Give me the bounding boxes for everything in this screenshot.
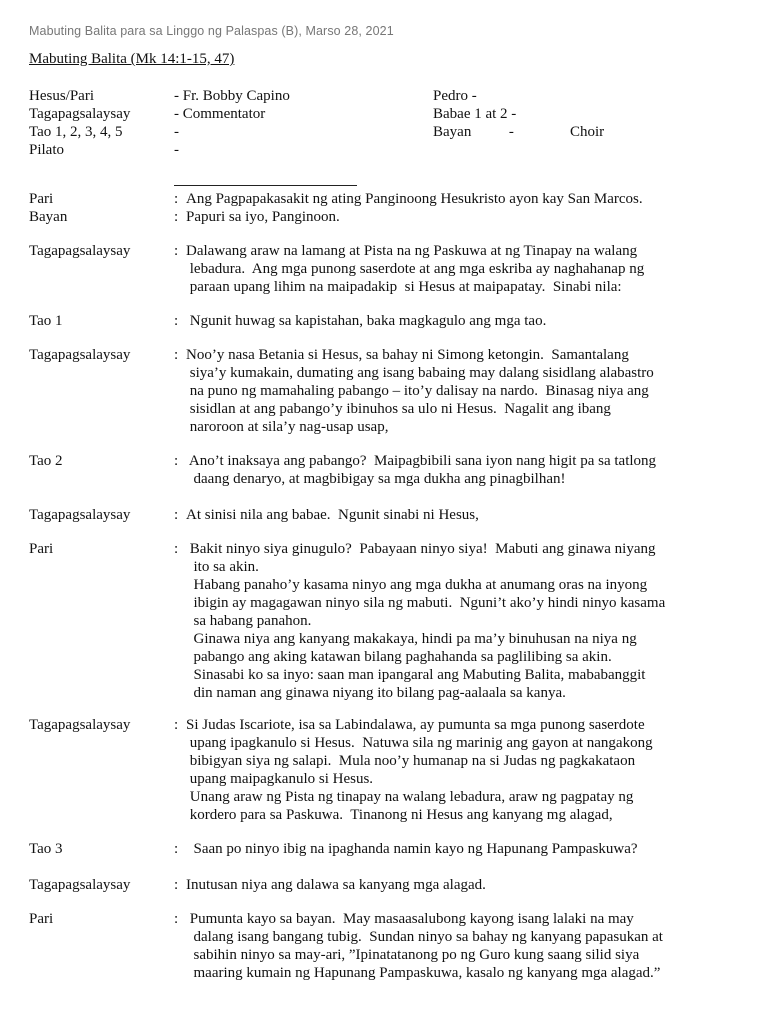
dialogue-text: [186, 312, 756, 330]
speaker-name: Tao 3: [29, 841, 63, 857]
cast-actor: - Commentator: [174, 106, 266, 122]
cast-actor: -: [174, 142, 179, 158]
dialogue-line: siya’y kumakain, dumating ang isang babaing may dalang sisidlang alabastro: [186, 365, 654, 381]
speaker-colon: :: [174, 841, 179, 857]
dialogue-text: [186, 840, 756, 858]
speaker-colon: :: [174, 243, 179, 259]
cast-role-2: Pedro -: [433, 88, 477, 104]
dialogue-line: lebadura. Ang mga punong saserdote at ang mga eskriba ay naghahanap ng: [186, 261, 645, 277]
speaker-name: Pari: [29, 541, 54, 557]
cast-actor: - Fr. Bobby Capino: [174, 88, 290, 104]
speaker-name: Tagapagsalaysay: [29, 243, 131, 259]
dialogue-line: sisidlan at ang pabango’y ibinuhos sa ulo ni Hesus. Nagalit ang ibang: [186, 401, 611, 417]
dialogue-line: din naman ang ginawa niyang ito bilang pag-aalaala sa kanya.: [186, 685, 566, 701]
speaker-colon: :: [174, 313, 179, 329]
speaker-name: Tagapagsalaysay: [29, 877, 131, 893]
dialogue-line: bibigyan siya ng salapi. Mula noo’y humanap na si Judas ng pagkakataon: [186, 753, 636, 769]
dialogue-line: Noo’y nasa Betania si Hesus, sa bahay ni Simong ketongin. Samantalang: [186, 347, 629, 363]
dialogue-line: ibigin ay magagawan ninyo sila ng mabuti. Nguni’t ako’y hindi ninyo kasama: [186, 595, 666, 611]
speaker-colon: :: [174, 209, 179, 225]
dialogue-line: ito sa akin.: [186, 559, 259, 575]
speaker-colon: :: [174, 453, 179, 469]
dialogue-line: upang maipagkanulo si Hesus.: [186, 771, 374, 787]
dialogue-text: [186, 910, 756, 982]
speaker-colon: :: [174, 347, 179, 363]
dialogue-line: sa habang panahon.: [186, 613, 312, 629]
signature-line: [174, 185, 357, 186]
dialogue-line: Saan po ninyo ibig na ipaghanda namin kayo ng Hapunang Pampaskuwa?: [186, 841, 638, 857]
dialogue-line: Dalawang araw na lamang at Pista na ng Paskuwa at ng Tinapay na walang: [186, 243, 638, 259]
dialogue-line: Papuri sa iyo, Panginoon.: [186, 209, 340, 225]
dialogue-line: Sinasabi ko sa inyo: saan man ipangaral ang Mabuting Balita, mababanggit: [186, 667, 646, 683]
speaker-name: Bayan: [29, 209, 68, 225]
speaker-colon: :: [174, 507, 179, 523]
dialogue-line: Bakit ninyo siya ginugulo? Pabayaan ninyo siya! Mabuti ang ginawa niyang: [186, 541, 656, 557]
dialogue-line: paraan upang lihim na maipadakip si Hesus at maipapatay. Sinabi nila:: [186, 279, 622, 295]
dialogue-line: Habang panaho’y kasama ninyo ang mga dukha at anumang oras na inyong: [186, 577, 648, 593]
dialogue-line: sabihin ninyo sa may-ari, ”Ipinatatanong po ng Guro kung saang silid siya: [186, 947, 640, 963]
dialogue-text: [186, 208, 756, 226]
cast-actor: -: [174, 124, 179, 140]
speaker-name: Tao 1: [29, 313, 63, 329]
speaker-colon: :: [174, 541, 179, 557]
cast-role: Tagapagsalaysay: [29, 106, 131, 122]
cast-role: Hesus/Pari: [29, 88, 94, 104]
speaker-colon: :: [174, 191, 179, 207]
page-header: Mabuting Balita para sa Linggo ng Palaspas (B), Marso 28, 2021: [29, 24, 394, 38]
dialogue-line: pabango ang aking katawan bilang paghahanda sa paglilibing sa akin.: [186, 649, 612, 665]
cast-extra: Choir: [570, 124, 605, 140]
speaker-colon: :: [174, 877, 179, 893]
speaker-name: Tao 2: [29, 453, 63, 469]
speaker-name: Pari: [29, 191, 54, 207]
dialogue-line: naroroon at sila’y nag-usap usap,: [186, 419, 389, 435]
dialogue-line: Si Judas Iscariote, isa sa Labindalawa, ay pumunta sa mga punong saserdote: [186, 717, 645, 733]
speaker-colon: :: [174, 717, 179, 733]
dialogue-line: Ano’t inaksaya ang pabango? Maipagbibili sana iyon nang higit pa sa tatlong: [186, 453, 657, 469]
dialogue-text: [186, 540, 756, 702]
dialogue-line: kordero para sa Paskuwa. Tinanong ni Hesus ang kanyang mg alagad,: [186, 807, 613, 823]
dialogue-line: na puno ng mamahaling pabango – ito’y dalisay na nardo. Binasag niya ang: [186, 383, 649, 399]
speaker-name: Tagapagsalaysay: [29, 717, 131, 733]
cast-role-2: Bayan -: [433, 124, 514, 140]
dialogue-line: upang ipagkanulo si Hesus. Natuwa sila ng marinig ang gayon at nangakong: [186, 735, 653, 751]
dialogue-line: Ngunit huwag sa kapistahan, baka magkagulo ang mga tao.: [186, 313, 547, 329]
speaker-name: Tagapagsalaysay: [29, 347, 131, 363]
cast-role-2: Babae 1 at 2 -: [433, 106, 517, 122]
dialogue-line: daang denaryo, at magbibigay sa mga dukha ang pinagbilhan!: [186, 471, 566, 487]
dialogue-line: At sinisi nila ang babae. Ngunit sinabi ni Hesus,: [186, 507, 479, 523]
dialogue-text: [186, 190, 756, 208]
dialogue-text: [186, 506, 756, 524]
dialogue-line: maaring kumain ng Hapunang Pampaskuwa, kasalo ng kanyang mga alagad.”: [186, 965, 661, 981]
speaker-colon: :: [174, 911, 179, 927]
dialogue-line: dalang isang bangang tubig. Sundan ninyo sa bahay ng kanyang papasukan at: [186, 929, 663, 945]
dialogue-text: [186, 876, 756, 894]
dialogue-line: Ginawa niya ang kanyang makakaya, hindi pa ma’y binuhusan na niya ng: [186, 631, 637, 647]
document-title: Mabuting Balita (Mk 14:1-15, 47): [29, 51, 235, 67]
dialogue-line: Ang Pagpapakasakit ng ating Panginoong Hesukristo ayon kay San Marcos.: [186, 191, 643, 207]
speaker-name: Tagapagsalaysay: [29, 507, 131, 523]
dialogue-line: Unang araw ng Pista ng tinapay na walang lebadura, araw ng pagpatay ng: [186, 789, 634, 805]
dialogue-text: [186, 716, 756, 824]
cast-role: Tao 1, 2, 3, 4, 5: [29, 124, 123, 140]
speaker-name: Pari: [29, 911, 54, 927]
dialogue-line: Inutusan niya ang dalawa sa kanyang mga alagad.: [186, 877, 486, 893]
cast-role: Pilato: [29, 142, 65, 158]
dialogue-text: [186, 452, 756, 488]
dialogue-text: [186, 242, 756, 296]
dialogue-text: [186, 346, 756, 436]
dialogue-line: Pumunta kayo sa bayan. May masaasalubong kayong isang lalaki na may: [186, 911, 634, 927]
